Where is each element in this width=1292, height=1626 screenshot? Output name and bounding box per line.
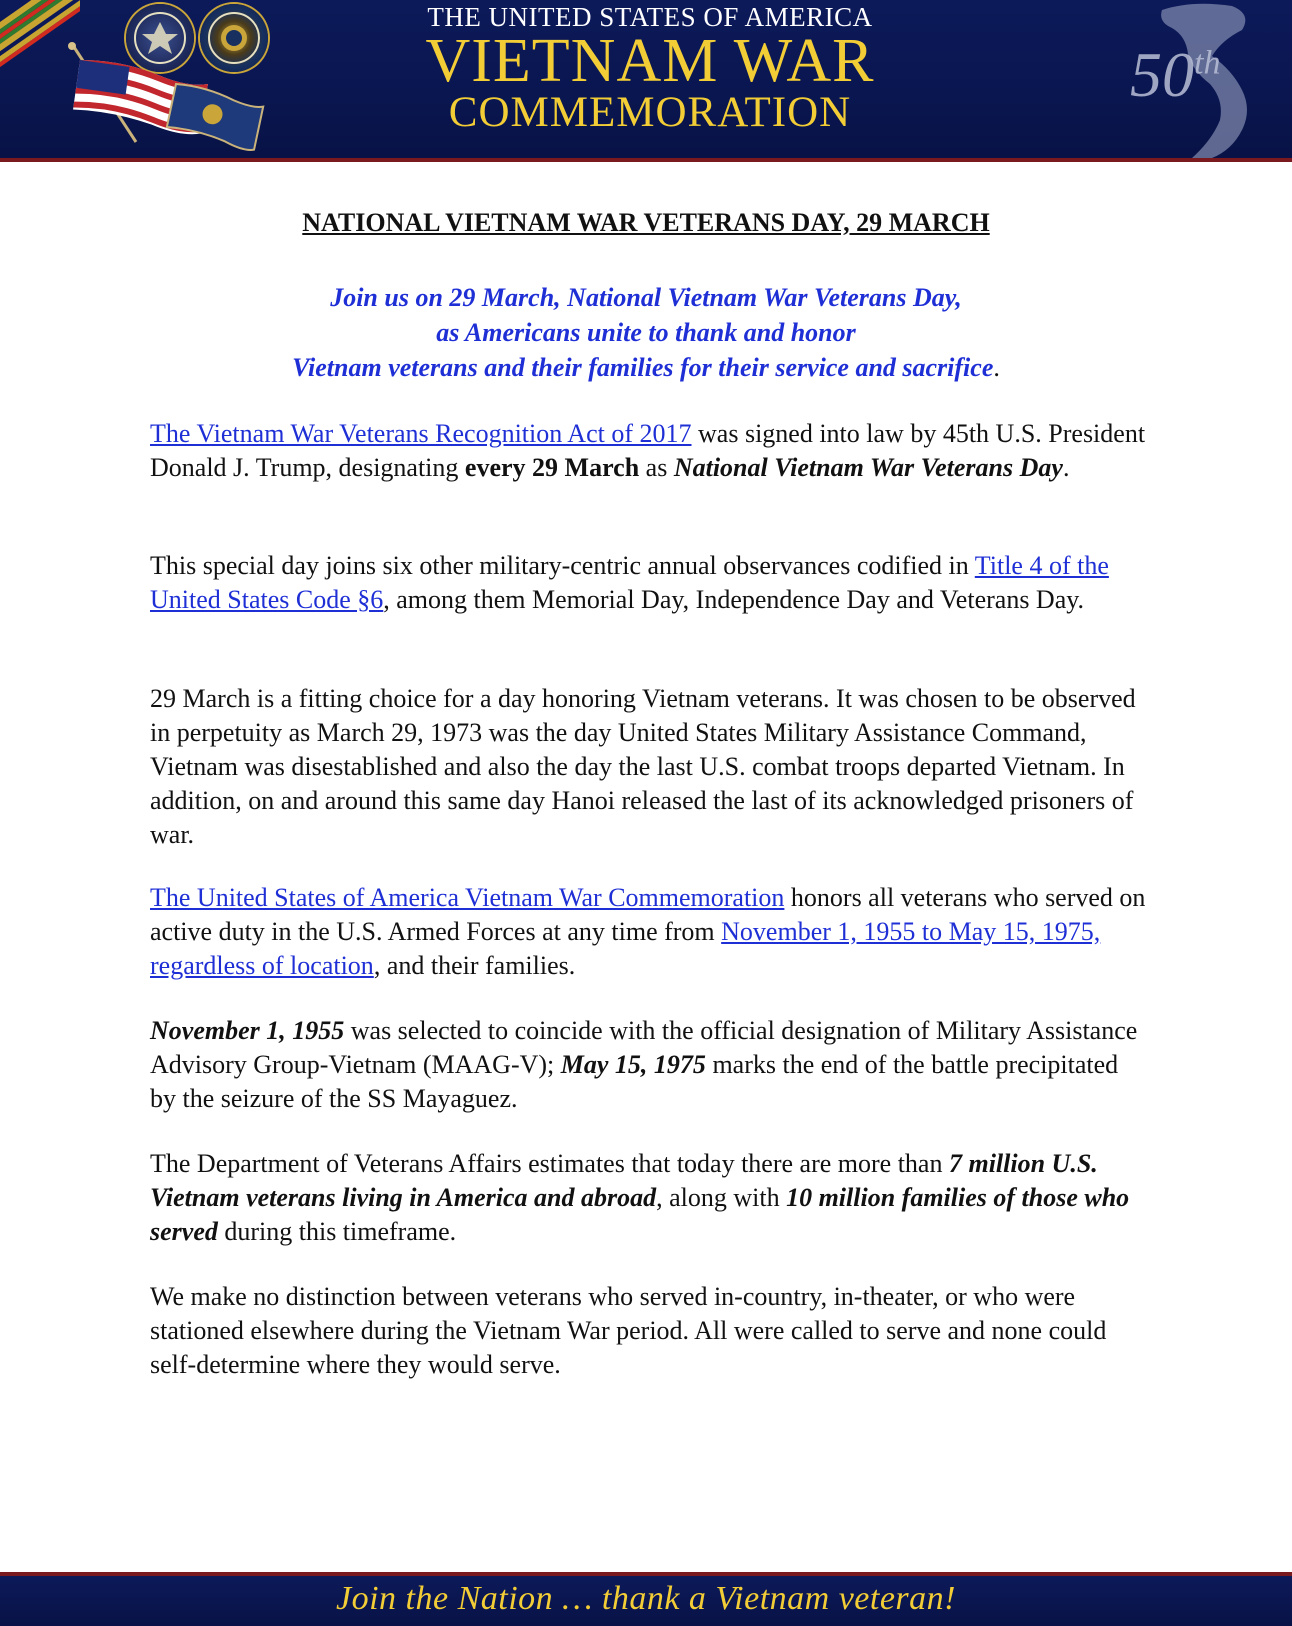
- banner-line-3: COMMEMORATION: [448, 89, 852, 136]
- p6-bold-italic-2: 10 million families of those who served: [150, 1183, 1130, 1246]
- banner-title: [370, 0, 930, 136]
- paragraph-dates: [150, 1014, 1150, 1116]
- tagline-line-1: Join us on 29 March, National Vietnam War Veterans Day,: [330, 283, 962, 312]
- tagline: [0, 280, 1292, 385]
- p6-text-2: , along with: [656, 1183, 787, 1212]
- p6-text-1: The Department of Veterans Affairs estimates that today there are more than: [150, 1149, 949, 1178]
- p3-text: 29 March is a fitting choice for a day honoring Vietnam veterans. It was chosen to be observed in perpetuity as March 29, 1973 was the day United States Military Assistance Command, Vietnam was disestablished and also the day the last U.S. combat troops departed Vietnam. In addition, on and around this same day Hanoi released the last of its acknowledged prisoners of war.: [150, 684, 1136, 849]
- p5-text-2: marks the end of the battle precipitated by the seizure of the SS Mayaguez.: [150, 1050, 1119, 1113]
- p1-bold: every 29 March: [464, 453, 640, 482]
- us-code-link[interactable]: Title 4 of the United States Code §6: [150, 551, 1109, 614]
- p1-text-3: .: [1062, 453, 1070, 482]
- p7-text: We make no distinction between veterans who served in-country, in-theater, or who were stationed elsewhere during the Vietnam War period. All were called to serve and none could self-determine where they would serve.: [150, 1282, 1107, 1379]
- tagline-period: .: [993, 353, 1000, 382]
- p5-bold-italic-1: November 1, 1955: [150, 1016, 345, 1045]
- paragraph-us-code: [150, 549, 1150, 617]
- commemoration-link[interactable]: The United States of America Vietnam War Commemoration: [150, 883, 785, 912]
- eligibility-link[interactable]: November 1, 1955 to May 15, 1975, regardless of location: [150, 917, 1101, 980]
- p1-bold-italic: National Vietnam War Veterans Day: [673, 453, 1063, 482]
- p2-text-2: , among them Memorial Day, Independence Day and Veterans Day.: [383, 585, 1085, 614]
- banner-line-1: THE UNITED STATES OF AMERICA: [427, 2, 873, 32]
- header-banner: [0, 0, 1292, 162]
- tagline-line-2: as Americans unite to thank and honor: [436, 318, 856, 347]
- page-title: NATIONAL VIETNAM WAR VETERANS DAY, 29 MARCH: [302, 208, 990, 237]
- p1-text-1: was signed into law by 45th U.S. President Donald J. Trump, designating: [150, 419, 1146, 482]
- flags-icon: [66, 42, 276, 152]
- p2-text-1: This special day joins six other military-centric annual observances codified in: [150, 551, 975, 580]
- p4-text-1: honors all veterans who served on active duty in the U.S. Armed Forces at any time from: [150, 883, 1146, 946]
- p6-text-3: during this timeframe.: [217, 1217, 457, 1246]
- p1-text-2: as: [639, 453, 674, 482]
- paragraph-va-estimates: [150, 1147, 1150, 1249]
- p5-bold-italic-2: May 15, 1975: [560, 1050, 706, 1079]
- anniversary-mark: [1130, 38, 1220, 112]
- anniversary-suffix: th: [1194, 44, 1221, 82]
- p4-text-2: , and their families.: [373, 951, 576, 980]
- footer-slogan: Join the Nation … thank a Vietnam veteran!: [336, 1580, 956, 1617]
- recognition-act-link[interactable]: The Vietnam War Veterans Recognition Act of 2017: [150, 419, 692, 448]
- footer-banner: [0, 1572, 1292, 1626]
- p5-text-1: was selected to coincide with the official designation of Military Assistance Advisory Group-Vietnam (MAAG-V);: [150, 1016, 1138, 1079]
- paragraph-commemoration: [150, 881, 1150, 983]
- anniversary-number: 50: [1130, 39, 1194, 110]
- paragraph-recognition-act: [150, 417, 1150, 485]
- paragraph-29-march: [150, 682, 1150, 852]
- document-title: [0, 208, 1292, 238]
- p6-bold-italic-1: 7 million U.S. Vietnam veterans living in America and abroad: [150, 1149, 1098, 1212]
- paragraph-no-distinction: [150, 1280, 1150, 1382]
- banner-line-2: VIETNAM WAR: [425, 27, 875, 95]
- tagline-line-3: Vietnam veterans and their families for their service and sacrifice: [292, 353, 994, 382]
